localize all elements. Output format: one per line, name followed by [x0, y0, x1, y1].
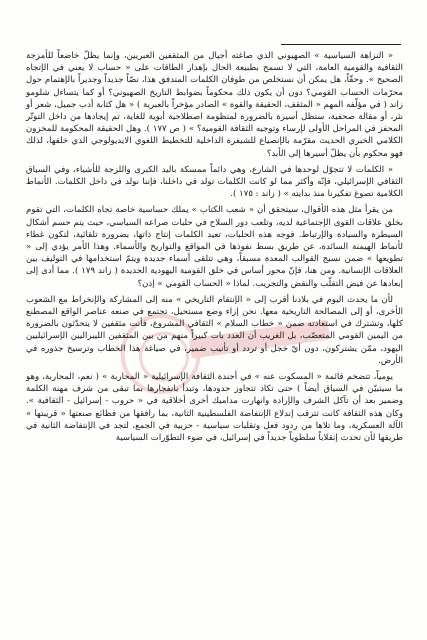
- paragraph-4: لأن ما يحدث اليوم في بلادنا أقرب إلى « الإنتقام التاريخي » منه إلى المشاركة والإنخراط مع الشعوب الأخرى، أو إلى المصالحة التاريخية معها. نحن إزاء وضع مستحيل، تجتمع في صنعه عناصر الواقع المصطنع كلها، وتشترك في استعادته ضمن « خطاب السلام » الثقافي المشروع، فأنت مثقفين لا يتحدّثون بالضرورة من اليمين القومي المتعصّب، بل الغريب أن العدد بات كبيراً منهم من بين المثقفين الليبراليين الإسرائيليين اليهود، ممّن يشتركون، دون أيّ خجل أو تردد أو تأنيب ضمير، في صياغة هذا الخطاب وترسيخ جذوره في الأرض.: [26, 294, 403, 366]
- header-rule: [281, 44, 401, 45]
- body-text: [26, 50, 403, 444]
- paragraph-3: من يقرأ مثل هذه الأقوال، سيتحقق أن « شعب الكتاب » يملك حساسية خاصة تجاه الكلمات، التي تقوم بخلق علاقات القوى الإجتماعية لديه، وتلعب دور السلاح في حلبات صراعه السياسي، حيث يتم حسم أشكال السيطرة والسيادة والإرتباط. فوجه هذه الحلبات، تعيد الكلمات إنتاج ذاتها، بضرورة تلقائية، لتكون غطاء لأنماط الهيمنة السائدة، عن طريق بسط نفوذها في المواقع والتواريخ والأسماء. وهذا الأمر يؤدي إلى « تطويعها » ضمن نسيج القوالب المعدة مسبقاً، وهي تتلقى أسماء جديدة ويتمّ استخدامها في التوليف بين العلاقات الإنسانية. ومن هنا، فإنّ محور أساس في خلق القومية اليهودية الجديدة ( زاند ١٧٩ ). مما أدى إلى إبعادها عن فيض التقلّب والنقض والتجريب. لماذا « الحساب القومي » إذن؟: [26, 205, 403, 289]
- paragraph-5: يومياً، تتضخم قائمة « المسكوت عنه » في أجندة الثقافة الإسرائيلية « المحاربة » ( نعم، المحاربة، وهو ما سيتبيّن في السياق أيضاً ) حتى تكاد تتجاوز حدودها، وتبدأ بانفجارها بما تبقى من شرف مهنة الكلمة وضمير بعد أن تآكل الشرف والإرادة وانهارت مداميك أخرى أخلاقية في « حروب - إسرائيل - الثقافية ». وكان هذه الثقافة كانت تترقب إندلاع الإنتفاضة الفلسطينية الثانية، بما رافقها من فظائع صنعتها « قريبتها » الآلة العسكرية، وما تلاها من ردود فعل وتقلبات سياسية - حزبية في الجمع، لتجد في الإنتفاضة الثانية في طريقها لأن تحدث إنقلاباً سلطوياً جديداً في إسرائيل، في ضوء التطوّرات السياسية: [26, 372, 403, 444]
- paragraph-1: « النزاهة السياسية » الصهيوني الذي صاغته أجيال من المثقفين العبريين، وإنما يظلّ خاضعاً للأمزجة الثقافية والقومية العامة، التي لا تسمح بطبيعة الحال بإهدار الطاقات على « حساب لا يعني في الإتجاه الصحيح ». وحقّاً، هل يمكن أن نستخلص من طوفان الكلمات المتدفق هذا، نصّاً جديداً وجديراً بالإهتمام حول محرّمات الحساب القومي؟ دون أن يكون ذلك محكوماً بضوابط التاريخ الصهيوني؟ أو كما يتساءل شلومو زاند ( في مؤلّفه المهم « المثقف، الحقيقة والقوة » الصادر مؤخراً بالعبرية ) « هل كتابة أدب جميل، شعر أو نثر، أو مقالة صحفية، ستظل أسيرة بالضرورة لمنظومة اصطلاحية أبوية للغاية، تم إيجادها من داخل التوتّر المحفز في المراحل الأولى لإرساء وتوجيه الثقافة القومية؟ » ( ص ١٧٧ ). وهل الحقيقة المحكومة للمخزون الكلامي الخبري الحديث مقرّمة بالإنصياع للشيفرة الداخلية للتخطيط اللغوي الايديولوجي الذي خلقها، لذلك فهو محكوم بأن يظلّ أسيرها إلى الأبد؟: [26, 51, 404, 159]
- paragraph-2: « الكلمات لا تتجوّل لوحدها في الشارع، وهي دائماً ممسكة باليد الكبرى واللزجة للأشياء، وفي السياق الثقافي الإسرائيلي، فإنّه وأكثر مما لو كانت الكلمات تولد في داخلنا، فإننا نولد في داخل الكلمات. الأنماط الكلامية تصوغ تفكيرنا منذ بدايته » ( زاند : ١٧٥ ).: [26, 164, 403, 200]
